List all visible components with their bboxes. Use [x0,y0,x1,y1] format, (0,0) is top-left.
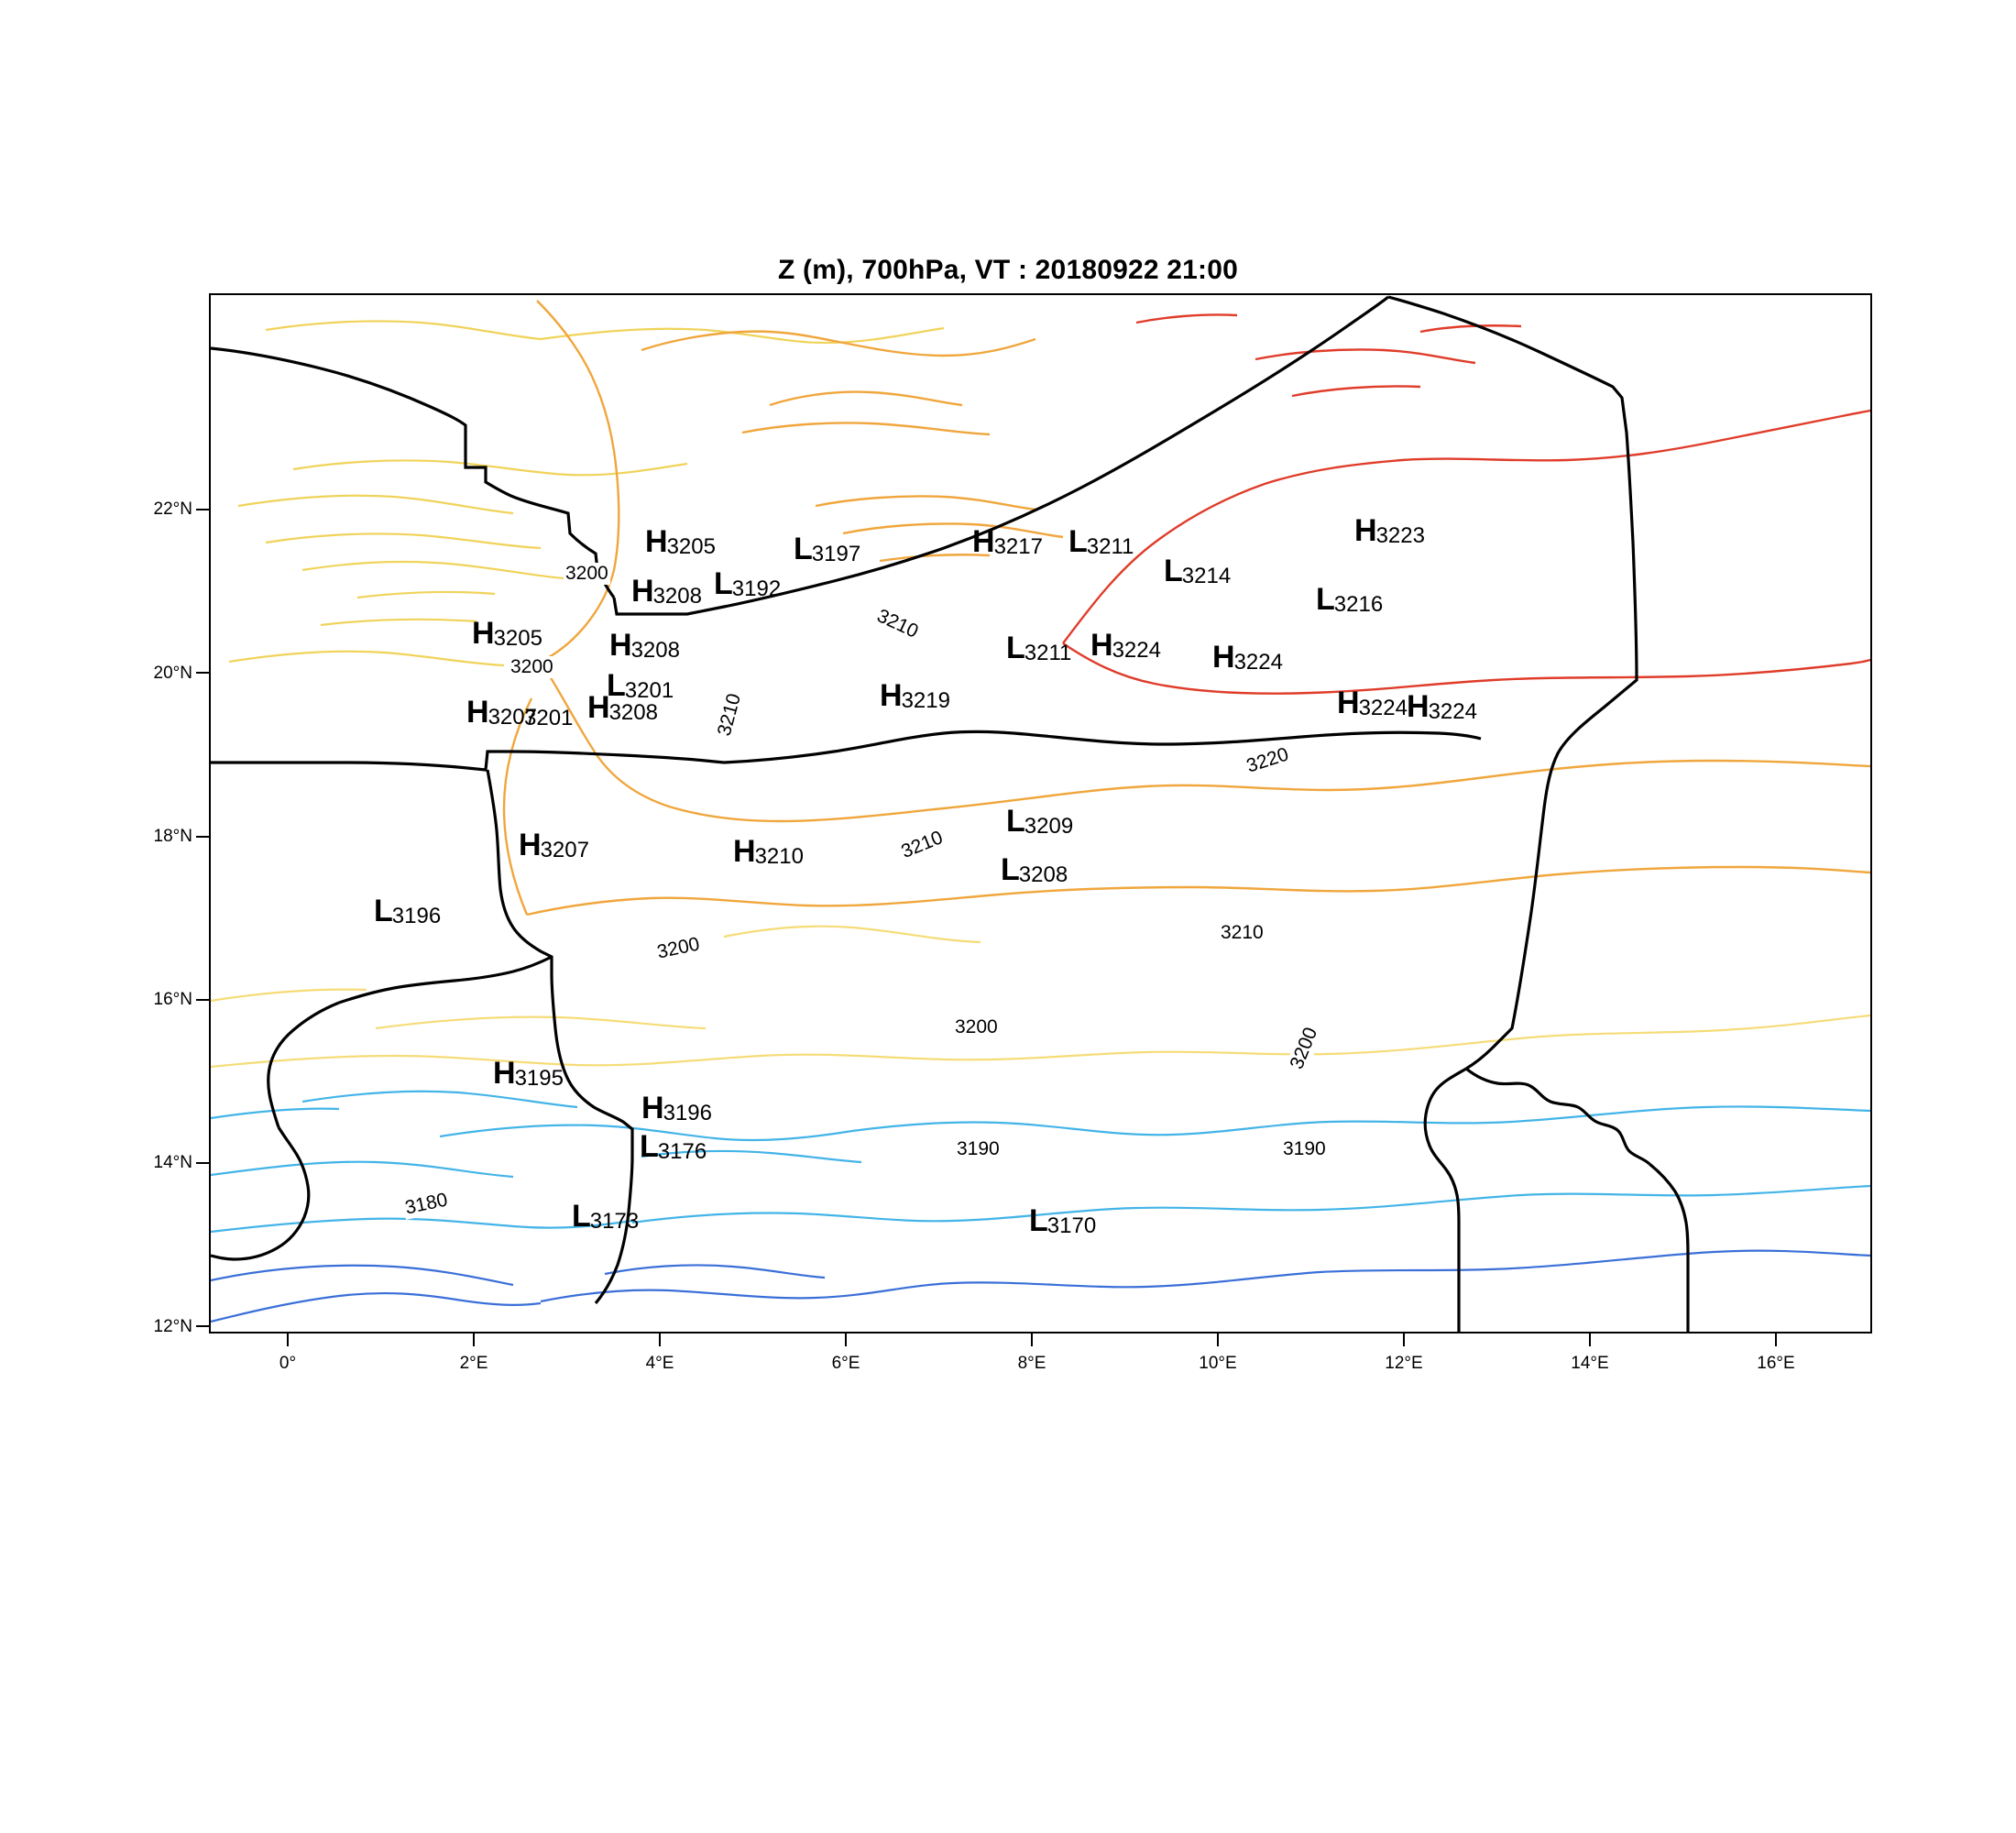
extremum-marker-low [374,895,442,927]
extremum-marker-high [972,526,1044,557]
contour-3210-group [504,301,1870,915]
y-tick-label-14N: 14°N [153,1153,192,1172]
extremum-value: 3216 [1333,592,1384,617]
contour-3180-group [211,1251,1870,1322]
x-tick-label-8E: 8°E [1017,1354,1046,1373]
y-tick-label-22N: 22°N [153,499,192,519]
extremum-value: 3223 [1375,523,1425,548]
contour-3200-group [211,927,1870,1067]
extremum-marker-high [1407,691,1478,722]
x-tick-label-10E: 10°E [1199,1354,1237,1373]
extremum-symbol: H [493,1056,516,1091]
extremum-symbol: H [1337,686,1360,720]
extremum-symbol: L [794,532,813,566]
y-tick-label-18N: 18°N [153,827,192,846]
extremum-value: 3224 [1233,650,1283,675]
extremum-value: 3201 [624,678,674,703]
extremum-value: 3205 [493,626,542,651]
extremum-value: 3196 [663,1101,712,1125]
extremum-symbol: H [1090,628,1113,663]
extremum-marker-low [1001,854,1068,885]
extremum-value: 3208 [1018,862,1068,887]
extremum-marker-low [1006,806,1074,837]
extremum-marker-high [472,618,543,649]
extremum-value: 3208 [652,584,702,609]
extremum-marker-high [631,576,703,607]
extremum-symbol: L [1001,852,1020,887]
extremum-symbol: H [631,574,654,609]
contour-label: 3180 [401,1189,452,1220]
extremum-value: 3224 [1358,696,1408,720]
y-tick-mark [196,672,209,674]
x-tick-label-0: 0° [279,1354,297,1373]
extremum-symbol: H [880,678,903,713]
extremum-marker-low [1316,584,1384,615]
extremum-marker-low [572,1201,640,1232]
extremum-symbol: H [733,834,756,869]
extremum-marker-high [641,1092,713,1124]
extremum-value: 3195 [514,1066,564,1091]
extremum-symbol: L [572,1199,591,1234]
extremum-value: 3217 [993,534,1043,559]
extremum-marker-high [519,829,590,861]
x-tick-mark [1403,1334,1405,1346]
extremum-symbol: L [374,894,393,928]
contour-label: 3200 [510,656,553,677]
extremum-symbol: H [466,695,489,730]
x-tick-mark [287,1334,289,1346]
x-tick-label-16E: 16°E [1757,1354,1795,1373]
extremum-symbol: L [1029,1203,1048,1238]
extremum-symbol: H [972,524,995,559]
contour-label: 3210 [896,826,948,863]
contour-label: 3190 [957,1138,1000,1159]
extremum-value: 3170 [1046,1213,1097,1238]
extremum-marker-high [1354,515,1426,546]
y-tick-mark [196,1325,209,1327]
extremum-marker-high [733,836,805,867]
extremum-symbol: H [1354,513,1377,548]
extremum-symbol: L [1006,631,1025,665]
x-tick-label-14E: 14°E [1571,1354,1609,1373]
extremum-symbol: L [1006,804,1025,839]
contour-label: 3210 [713,689,746,740]
y-tick-mark [196,1162,209,1164]
extremum-symbol: L [1164,554,1183,588]
extremum-marker-low [525,708,574,730]
x-tick-label-4E: 4°E [645,1354,674,1373]
extremum-symbol: H [609,628,632,663]
extremum-symbol: L [1316,582,1335,617]
extremum-value: 3224 [1112,638,1161,663]
extremum-marker-high [1212,642,1284,673]
extremum-value: 3205 [666,534,716,559]
extremum-marker-high [609,630,681,661]
x-tick-mark [1775,1334,1777,1346]
contour-label: 3200 [653,933,704,964]
extremum-value: 3176 [657,1139,707,1164]
extremum-value: 3211 [1024,641,1072,665]
contour-label: 3210 [1221,922,1264,943]
extremum-value: 3196 [391,904,442,928]
x-tick-mark [1031,1334,1033,1346]
extremum-marker-low [714,568,782,599]
extremum-symbol: L [640,1129,659,1164]
country-borders-group [211,297,1688,1332]
contour-label: 3190 [1283,1138,1326,1159]
extremum-symbol: H [587,690,610,725]
extremum-symbol: L [714,566,733,601]
contour-label: 3200 [565,563,608,584]
contour-label: 3200 [955,1016,998,1037]
chart-title: Z (m), 700hPa, VT : 20180922 21:00 [777,255,1239,285]
extremum-marker-low [1006,632,1072,664]
x-tick-mark [473,1334,475,1346]
extremum-value: 3211 [1086,534,1134,559]
extremum-symbol: H [645,524,668,559]
y-tick-label-20N: 20°N [153,664,192,683]
y-tick-mark [196,509,209,510]
contour-label: 3210 [871,604,923,643]
extremum-marker-high [1090,630,1162,661]
y-tick-label-12N: 12°N [153,1317,192,1336]
extremum-marker-high [493,1058,564,1089]
map-plot-area[interactable] [209,293,1872,1334]
extremum-symbol: H [472,616,495,651]
x-tick-label-12E: 12°E [1385,1354,1423,1373]
extremum-value: 3214 [1181,564,1232,588]
x-tick-label-2E: 2°E [459,1354,488,1373]
extremum-marker-low [1029,1205,1097,1236]
extremum-value: 3209 [1024,814,1074,839]
extremum-marker-high [587,692,659,723]
extremum-marker-low [794,533,861,565]
extremum-value: 3208 [630,638,680,663]
y-tick-label-16N: 16°N [153,990,192,1009]
extremum-value: 3173 [589,1209,640,1234]
extremum-marker-low [640,1131,707,1162]
extremum-marker-low [1068,526,1134,557]
extremum-marker-high [880,680,951,711]
extremum-symbol: H [641,1091,664,1125]
extremum-marker-low [1164,555,1232,587]
x-tick-label-6E: 6°E [831,1354,860,1373]
extremum-value: 3192 [731,576,782,601]
x-tick-mark [845,1334,847,1346]
x-tick-mark [1217,1334,1219,1346]
contour-label: 3200 [1286,1023,1323,1074]
extremum-value: 3224 [1428,699,1477,724]
extremum-value: 3210 [754,844,804,869]
extremum-symbol: H [1407,689,1430,724]
extremum-symbol: L [607,668,626,703]
extremum-symbol: L [1068,524,1088,559]
extremum-symbol: H [519,828,542,862]
extremum-symbol: H [1212,640,1235,675]
extremum-value: 3207 [488,705,537,730]
contour-label: 3220 [1243,743,1294,778]
y-tick-mark [196,836,209,838]
extremum-value: 3208 [608,700,658,725]
extremum-value: 3197 [811,542,861,566]
extremum-value: 3219 [901,688,950,713]
contour-3220-group [1063,314,1870,693]
x-tick-mark [1589,1334,1591,1346]
y-tick-mark [196,999,209,1001]
x-tick-mark [659,1334,661,1346]
extremum-value: 3201 [524,706,574,730]
extremum-marker-high [645,526,717,557]
extremum-value: 3207 [540,838,589,862]
extremum-marker-high [1337,687,1408,719]
